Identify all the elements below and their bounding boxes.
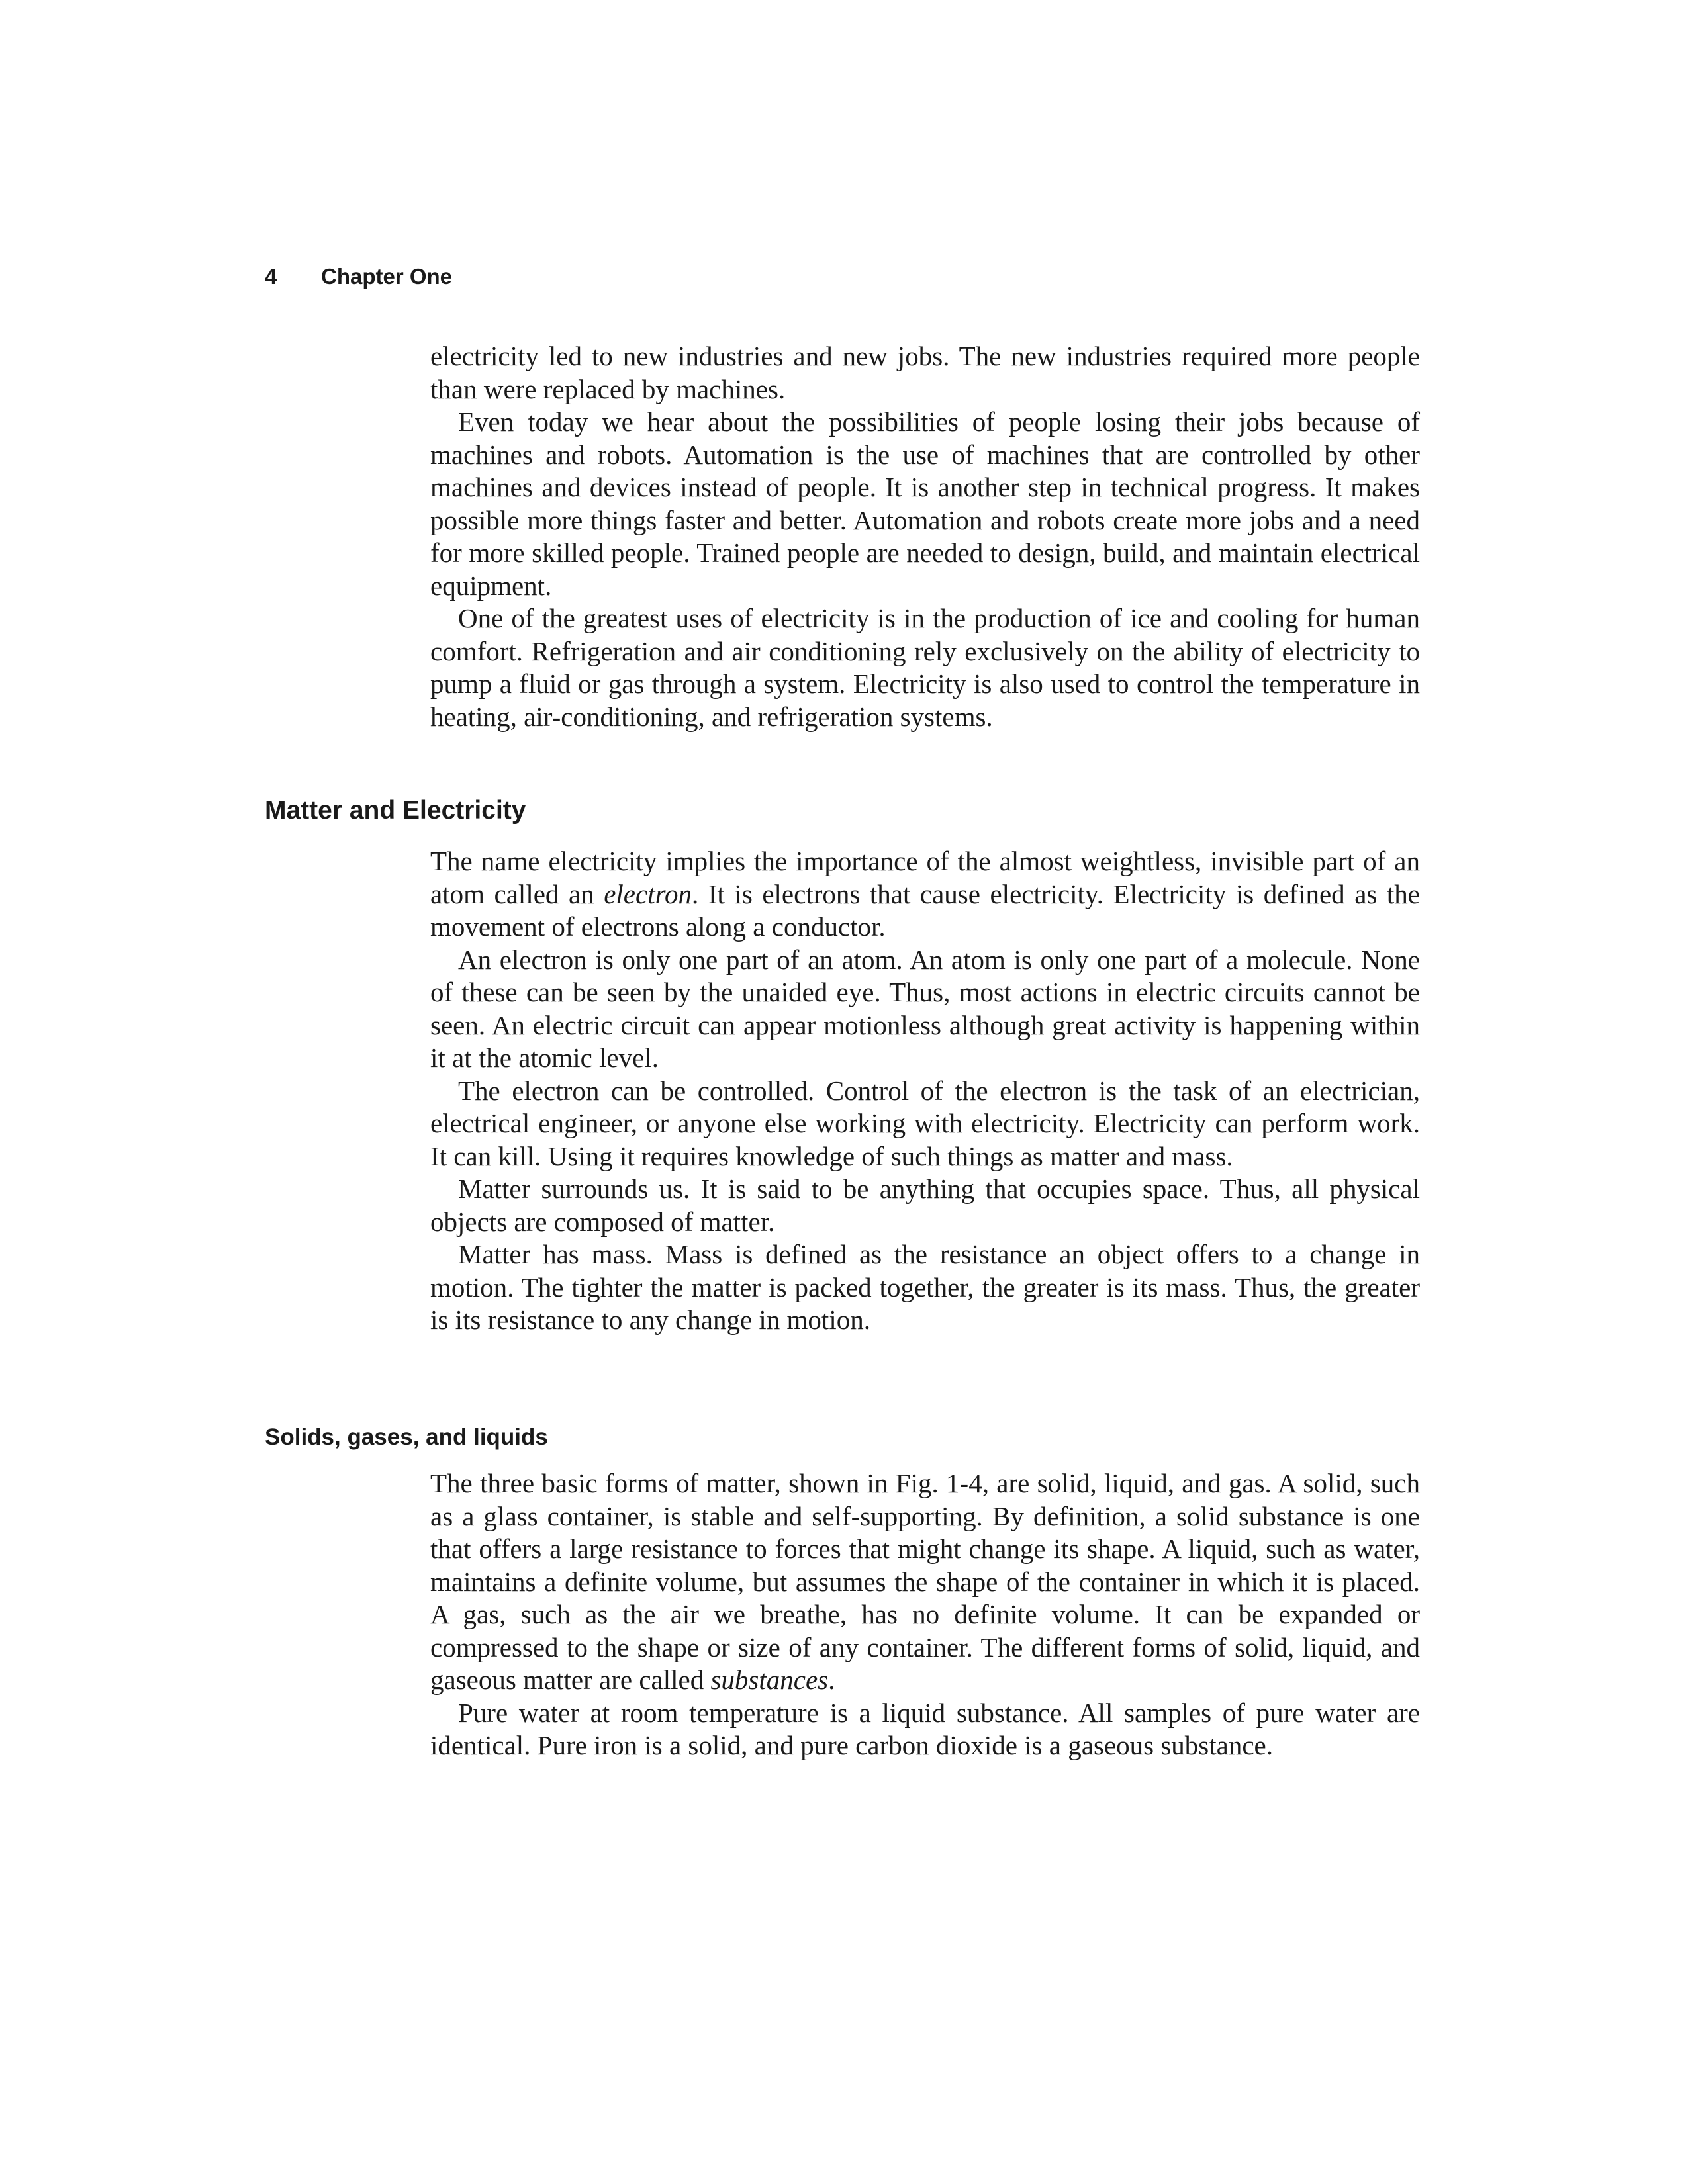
page-number: 4 — [265, 264, 277, 289]
paragraph: One of the greatest uses of electricity is in the production of ice and cooling for human comfort. Refrigeration and air conditioning rely exclusively on the ability of electricity to pump a fluid or gas through a system. Electricity is also used to control the temperature in heating, air-conditioning, and refrigeration systems. — [430, 603, 1420, 732]
paragraph: Matter has mass. Mass is defined as the resistance an object offers to a change in motion. The tighter the matter is packed together, the greater is its mass. Thus, the greater is its resistance to any change in motion. — [430, 1239, 1420, 1335]
paragraph: The electron can be controlled. Control of the electron is the task of an electrician, electrical engineer, or anyone else working with electricity. Electricity can perform work. It can kill. Using it requires knowledge of such things as matter and mass. — [430, 1075, 1420, 1171]
paragraph: Even today we hear about the possibilities of people losing their jobs because of machines and robots. Automation is the use of machines that are controlled by other machines and devices instead of people. It is another step in technical progress. It makes possible more things faster and better. Automation and robots create more jobs and a need for more skilled people. Trained people are needed to design, build, and maintain electrical equipment. — [430, 406, 1420, 601]
section-heading-matter: Matter and Electricity — [265, 796, 526, 825]
paragraph: An electron is only one part of an atom. An atom is only one part of a molecule. None of these can be seen by the unaided eye. Thus, most actions in electric circuits cannot be seen. An electric circuit can appear motionless although great activity is happening within it at the atomic level. — [430, 944, 1420, 1073]
intro-text — [430, 340, 1420, 733]
paragraph: The name electricity implies the importance of the almost weightless, invisible part of an atom called an electron. It is electrons that cause electricity. Electricity is defined as the movement of electrons along a conductor. — [430, 846, 1421, 942]
emphasis-term: electron — [604, 878, 692, 909]
chapter-title: Chapter One — [321, 264, 453, 289]
emphasis-term: substances — [710, 1664, 829, 1695]
running-head — [265, 263, 452, 290]
subsection-heading-states: Solids, gases, and liquids — [265, 1424, 548, 1450]
paragraph: electricity led to new industries and new jobs. The new industries required more people than were replaced by machines. — [430, 341, 1420, 404]
paragraph: Matter surrounds us. It is said to be anything that occupies space. Thus, all physical objects are composed of matter. — [430, 1173, 1420, 1237]
states-section-text — [430, 1467, 1420, 1762]
paragraph: Pure water at room temperature is a liquid substance. All samples of pure water are identical. Pure iron is a solid, and pure carbon dioxide is a gaseous substance. — [430, 1697, 1420, 1760]
paragraph: The three basic forms of matter, shown in Fig. 1-4, are solid, liquid, and gas. A solid, such as a glass container, is stable and self-supporting. By definition, a solid substance is one that offers a large resistance to forces that might change its shape. A liquid, such as water, maintains a definite volume, but assumes the shape of the container in which it is placed. A gas, such as the air we breathe, has no definite volume. It can be expanded or compressed to the shape or size of any container. The different forms of solid, liquid, and gaseous matter are called substances. — [430, 1468, 1420, 1695]
matter-section-text — [430, 845, 1420, 1337]
